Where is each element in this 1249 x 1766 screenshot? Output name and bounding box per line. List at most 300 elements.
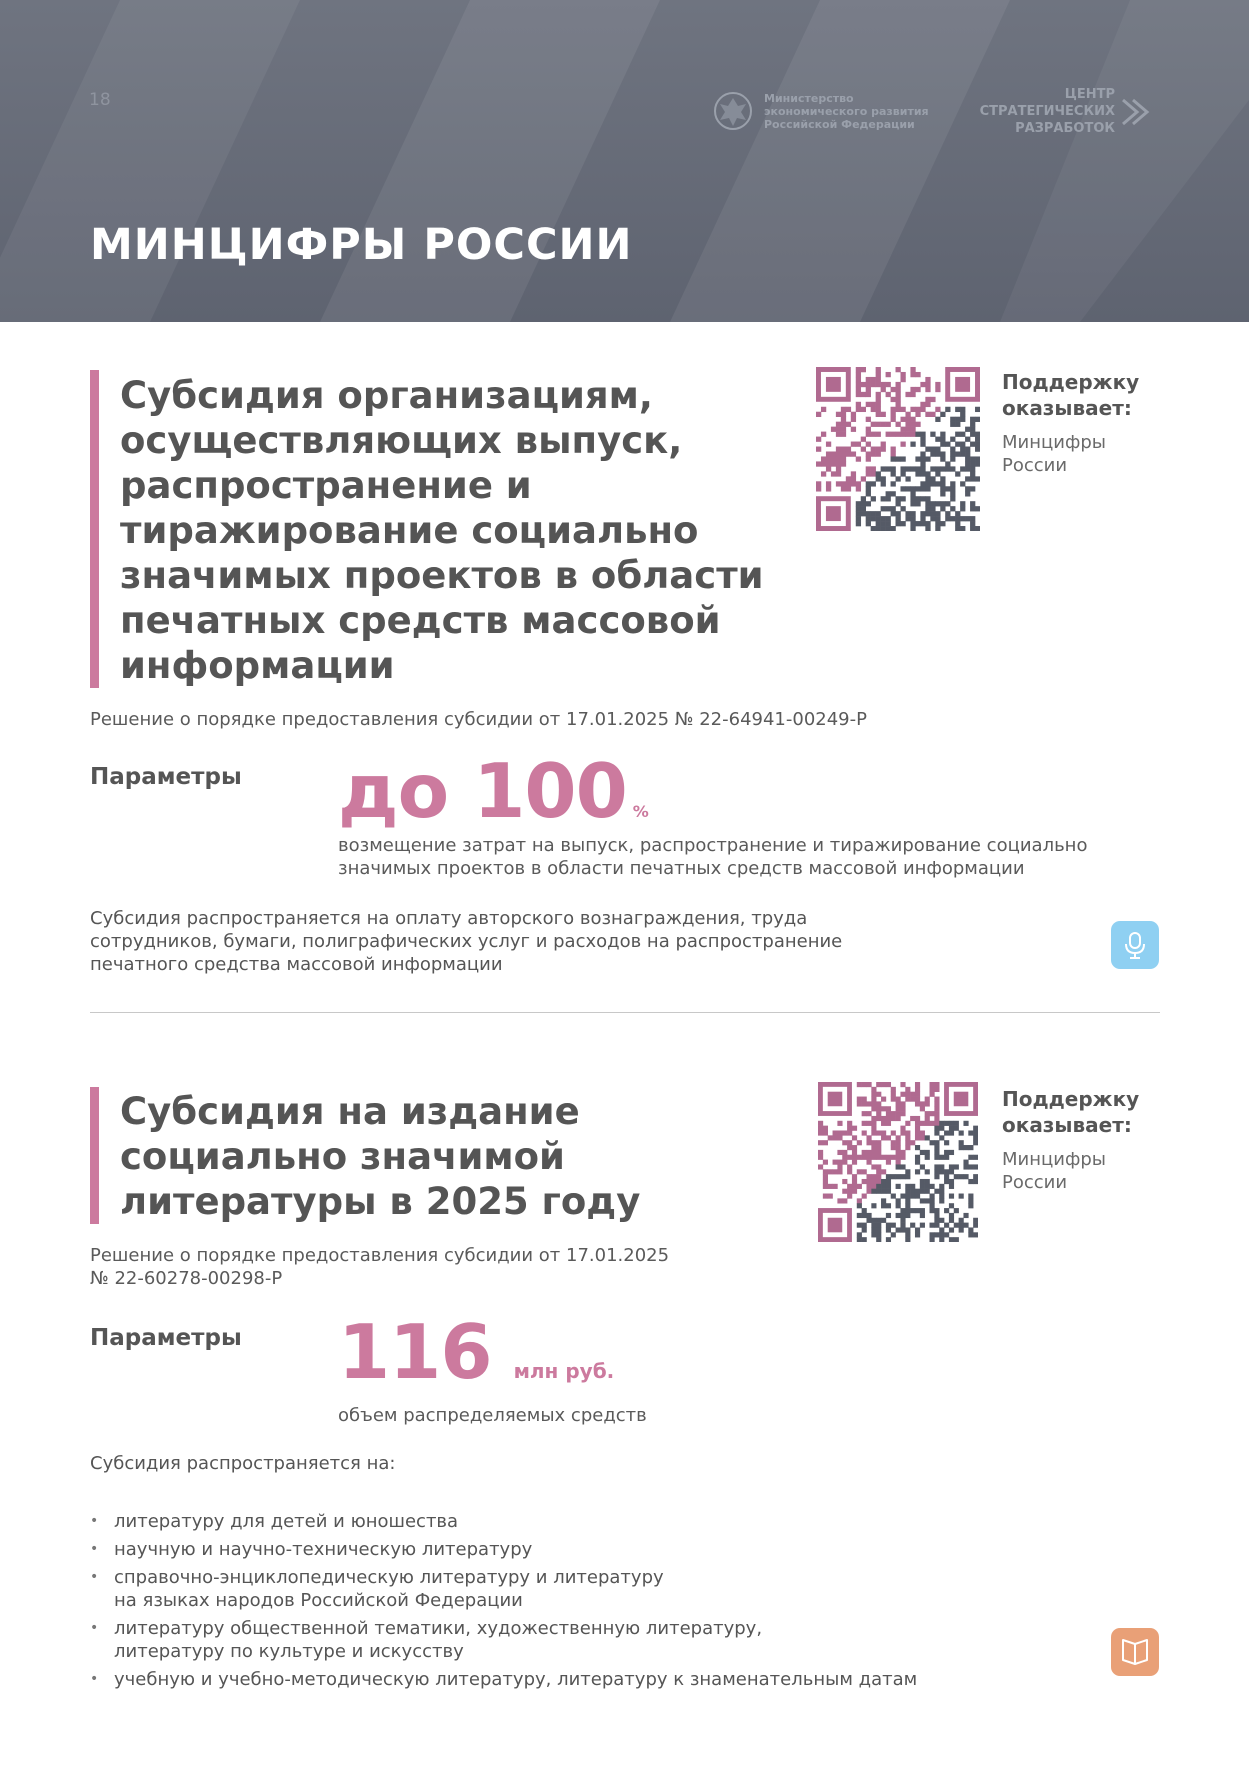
qr-module	[886, 1189, 891, 1194]
qr-module	[900, 456, 905, 461]
qr-module	[821, 407, 826, 412]
qr-module	[896, 1116, 901, 1121]
microphone-button[interactable]	[1111, 921, 1159, 969]
qr-module	[973, 1135, 978, 1140]
qr-module	[920, 1121, 925, 1126]
section2-qr-code[interactable]	[818, 1082, 978, 1242]
qr-module	[925, 1189, 930, 1194]
qr-module	[871, 1184, 876, 1189]
qr-module	[944, 1169, 949, 1174]
qr-module	[866, 1140, 871, 1145]
qr-module	[944, 1208, 949, 1213]
qr-module	[866, 491, 871, 496]
qr-module	[949, 1218, 954, 1223]
section1-accent-bar	[90, 370, 99, 688]
qr-module	[881, 1106, 886, 1111]
qr-module	[821, 461, 826, 466]
qr-module	[973, 1155, 978, 1160]
qr-module	[954, 1164, 959, 1169]
qr-module	[975, 417, 980, 422]
qr-module	[886, 491, 891, 496]
section2-title: Субсидия на издание социально значимой литературы в 2025 году	[120, 1090, 641, 1223]
qr-module	[910, 526, 915, 531]
qr-module	[910, 1208, 915, 1213]
qr-module	[930, 511, 935, 516]
qr-module	[954, 1223, 959, 1228]
qr-module	[950, 456, 955, 461]
qr-module	[975, 447, 980, 452]
qr-module	[871, 1203, 876, 1208]
section1-qr-code[interactable]	[816, 367, 980, 531]
qr-module	[851, 412, 856, 417]
qr-module	[905, 511, 910, 516]
qr-module	[920, 496, 925, 501]
section1-title: Субсидия организациям, осуществляющих выпуск, распространение и тиражирование социально значимых проектов в области печатных средств массовой информации	[120, 374, 764, 687]
qr-module	[876, 1223, 881, 1228]
qr-module	[905, 1194, 910, 1199]
qr-module	[857, 1155, 862, 1160]
qr-module	[925, 377, 930, 382]
qr-module	[828, 1184, 833, 1189]
qr-module	[935, 387, 940, 392]
qr-module	[963, 1145, 968, 1150]
qr-module	[934, 1121, 939, 1126]
qr-module	[896, 392, 901, 397]
qr-module	[876, 1106, 881, 1111]
qr-module	[910, 392, 915, 397]
qr-module	[871, 1150, 876, 1155]
qr-module	[826, 456, 831, 461]
qr-module	[930, 1092, 935, 1097]
qr-module	[963, 1174, 968, 1179]
qr-module	[920, 471, 925, 476]
page-header	[0, 0, 1249, 322]
qr-module	[949, 1227, 954, 1232]
qr-module	[915, 412, 920, 417]
qr-module	[940, 432, 945, 437]
section1-note: Субсидия распространяется на оплату авторского вознаграждения, труда сотрудников, бумаги, полиграфических услуг и расходов на распространение печатного средства массовой информации	[90, 908, 843, 975]
qr-module	[866, 1111, 871, 1116]
qr-module	[915, 1126, 920, 1131]
qr-module	[910, 516, 915, 521]
qr-module	[950, 466, 955, 471]
qr-module	[891, 471, 896, 476]
section2-big-value	[338, 1308, 614, 1396]
qr-module	[920, 1106, 925, 1111]
qr-module	[876, 471, 881, 476]
qr-module	[963, 1160, 968, 1165]
qr-module	[905, 1169, 910, 1174]
qr-module	[925, 387, 930, 392]
book-button[interactable]	[1111, 1628, 1159, 1676]
qr-module	[925, 471, 930, 476]
qr-module	[816, 412, 821, 417]
qr-module	[915, 466, 920, 471]
qr-module	[930, 466, 935, 471]
qr-module	[910, 511, 915, 516]
qr-module	[935, 501, 940, 506]
qr-module	[905, 1198, 910, 1203]
qr-module	[975, 476, 980, 481]
qr-module	[925, 1101, 930, 1106]
qr-module	[930, 501, 935, 506]
qr-module	[900, 417, 905, 422]
qr-module	[920, 432, 925, 437]
qr-module	[925, 496, 930, 501]
qr-module	[857, 1213, 862, 1218]
qr-module	[934, 1087, 939, 1092]
qr-module	[915, 1135, 920, 1140]
qr-module	[940, 451, 945, 456]
qr-module	[871, 382, 876, 387]
qr-module	[896, 1097, 901, 1102]
qr-module	[950, 496, 955, 501]
qr-module	[949, 1194, 954, 1199]
qr-module	[886, 392, 891, 397]
qr-module	[842, 1150, 847, 1155]
qr-module	[955, 451, 960, 456]
qr-module	[960, 526, 965, 531]
qr-module	[905, 1184, 910, 1189]
qr-module	[915, 1097, 920, 1102]
qr-module	[949, 1169, 954, 1174]
qr-module	[842, 1140, 847, 1145]
qr-module	[876, 1082, 881, 1087]
csr-arrow-icon	[1119, 94, 1155, 130]
qr-module	[886, 382, 891, 387]
qr-module	[896, 476, 901, 481]
qr-module	[963, 1213, 968, 1218]
qr-module	[905, 1237, 910, 1242]
qr-module	[866, 486, 871, 491]
qr-module	[857, 1140, 862, 1145]
qr-module	[823, 1174, 828, 1179]
qr-module	[846, 451, 851, 456]
qr-module	[881, 447, 886, 452]
qr-module	[831, 456, 836, 461]
qr-module	[862, 1223, 867, 1228]
qr-module	[871, 1223, 876, 1228]
qr-module	[862, 1121, 867, 1126]
qr-module	[959, 1140, 964, 1145]
qr-module	[934, 1169, 939, 1174]
qr-module	[915, 372, 920, 377]
qr-module	[846, 481, 851, 486]
qr-module	[881, 1189, 886, 1194]
qr-module	[891, 526, 896, 531]
qr-module	[876, 392, 881, 397]
qr-module	[891, 417, 896, 422]
qr-module	[905, 1140, 910, 1145]
qr-module	[900, 506, 905, 511]
qr-module	[891, 1116, 896, 1121]
page-title: МИНЦИФРЫ РОССИИ	[90, 220, 633, 270]
microphone-icon	[1120, 930, 1150, 960]
qr-module	[841, 422, 846, 427]
qr-module	[876, 1218, 881, 1223]
qr-module	[915, 1160, 920, 1165]
qr-module	[950, 516, 955, 521]
qr-module	[886, 1155, 891, 1160]
qr-module	[939, 1135, 944, 1140]
qr-module	[886, 1237, 891, 1242]
qr-module	[896, 1155, 901, 1160]
qr-module	[876, 447, 881, 452]
qr-module	[950, 451, 955, 456]
qr-module	[881, 496, 886, 501]
qr-module	[955, 407, 960, 412]
qr-module	[970, 422, 975, 427]
qr-module	[857, 1198, 862, 1203]
qr-module	[945, 501, 950, 506]
qr-module	[841, 417, 846, 422]
qr-module	[841, 412, 846, 417]
qr-module	[876, 476, 881, 481]
qr-module	[833, 1184, 838, 1189]
qr-module	[910, 521, 915, 526]
qr-module	[930, 481, 935, 486]
qr-module	[881, 526, 886, 531]
qr-module	[950, 486, 955, 491]
qr-module	[836, 466, 841, 471]
qr-module	[856, 521, 861, 526]
qr-module	[833, 1135, 838, 1140]
qr-module	[934, 1174, 939, 1179]
qr-module	[910, 1194, 915, 1199]
qr-module	[944, 1179, 949, 1184]
qr-module	[842, 1198, 847, 1203]
qr-module	[940, 456, 945, 461]
qr-module	[886, 1227, 891, 1232]
qr-module	[900, 1174, 905, 1179]
support-label: Поддержку оказывает:	[1002, 1087, 1140, 1137]
qr-module	[934, 1189, 939, 1194]
qr-module	[960, 417, 965, 422]
qr-module	[939, 1164, 944, 1169]
qr-module	[920, 486, 925, 491]
qr-module	[945, 407, 950, 412]
qr-module	[831, 471, 836, 476]
qr-module	[975, 461, 980, 466]
qr-module	[837, 1130, 842, 1135]
qr-module	[939, 1121, 944, 1126]
section2-list	[90, 1510, 917, 1696]
qr-module	[939, 1126, 944, 1131]
qr-module	[954, 1121, 959, 1126]
section1-big-value	[338, 747, 649, 835]
qr-module	[881, 1130, 886, 1135]
qr-module	[925, 481, 930, 486]
qr-module	[925, 1116, 930, 1121]
qr-module	[925, 1121, 930, 1126]
qr-module	[915, 1145, 920, 1150]
qr-module	[841, 447, 846, 452]
qr-module	[896, 387, 901, 392]
qr-module	[847, 1145, 852, 1150]
qr-module	[949, 1179, 954, 1184]
qr-module	[862, 1227, 867, 1232]
qr-module	[925, 1111, 930, 1116]
qr-module	[871, 377, 876, 382]
qr-module	[970, 461, 975, 466]
qr-module	[954, 1237, 959, 1242]
qr-module	[955, 417, 960, 422]
qr-module	[925, 476, 930, 481]
qr-module	[823, 1194, 828, 1199]
qr-module	[876, 511, 881, 516]
qr-module	[881, 506, 886, 511]
qr-module	[862, 1130, 867, 1135]
qr-module	[900, 1223, 905, 1228]
qr-finder-center	[828, 1218, 843, 1233]
qr-module	[871, 1227, 876, 1232]
qr-module	[847, 1194, 852, 1199]
qr-module	[847, 1169, 852, 1174]
value-number: до 100	[338, 747, 627, 835]
qr-module	[876, 1155, 881, 1160]
qr-module	[841, 456, 846, 461]
qr-module	[935, 447, 940, 452]
qr-module	[881, 1097, 886, 1102]
qr-module	[837, 1135, 842, 1140]
qr-module	[930, 1198, 935, 1203]
qr-module	[930, 432, 935, 437]
qr-module	[970, 501, 975, 506]
qr-module	[940, 506, 945, 511]
qr-module	[826, 466, 831, 471]
qr-module	[920, 407, 925, 412]
qr-module	[891, 1130, 896, 1135]
qr-module	[934, 1101, 939, 1106]
support-label: Поддержку оказывает:	[1002, 370, 1140, 420]
qr-module	[905, 1121, 910, 1126]
qr-module	[842, 1155, 847, 1160]
qr-module	[891, 456, 896, 461]
qr-module	[862, 1179, 867, 1184]
qr-module	[896, 496, 901, 501]
qr-module	[876, 1164, 881, 1169]
qr-module	[905, 417, 910, 422]
qr-module	[852, 1184, 857, 1189]
qr-module	[975, 432, 980, 437]
qr-module	[886, 1213, 891, 1218]
qr-module	[852, 1155, 857, 1160]
qr-module	[896, 456, 901, 461]
qr-module	[915, 1101, 920, 1106]
qr-module	[930, 1087, 935, 1092]
value-unit: %	[632, 802, 649, 821]
qr-module	[920, 442, 925, 447]
section2-params-label: Параметры	[90, 1325, 242, 1351]
qr-module	[857, 1184, 862, 1189]
qr-module	[842, 1179, 847, 1184]
qr-module	[975, 526, 980, 531]
qr-module	[826, 442, 831, 447]
qr-module	[818, 1150, 823, 1155]
qr-finder-center	[826, 377, 841, 392]
qr-module	[905, 476, 910, 481]
qr-module	[816, 461, 821, 466]
qr-module	[934, 1150, 939, 1155]
qr-module	[905, 1092, 910, 1097]
qr-module	[944, 1150, 949, 1155]
qr-module	[857, 1082, 862, 1087]
qr-module	[866, 451, 871, 456]
qr-module	[968, 1227, 973, 1232]
qr-module	[944, 1232, 949, 1237]
qr-module	[930, 1194, 935, 1199]
qr-module	[950, 506, 955, 511]
qr-module	[925, 486, 930, 491]
header-stripes	[0, 0, 1249, 322]
qr-module	[852, 1174, 857, 1179]
qr-module	[968, 1203, 973, 1208]
qr-module	[910, 1189, 915, 1194]
qr-module	[871, 466, 876, 471]
qr-module	[896, 1184, 901, 1189]
qr-module	[833, 1130, 838, 1135]
qr-module	[934, 1082, 939, 1087]
qr-module	[836, 461, 841, 466]
qr-module	[940, 481, 945, 486]
qr-module	[896, 1164, 901, 1169]
qr-module	[930, 1223, 935, 1228]
qr-module	[968, 1232, 973, 1237]
qr-module	[871, 1116, 876, 1121]
qr-module	[847, 1164, 852, 1169]
qr-module	[970, 521, 975, 526]
qr-module	[925, 521, 930, 526]
qr-module	[886, 516, 891, 521]
qr-module	[826, 451, 831, 456]
qr-module	[886, 1106, 891, 1111]
qr-module	[950, 417, 955, 422]
qr-module	[871, 447, 876, 452]
center-logo	[975, 86, 1155, 137]
qr-module	[915, 1169, 920, 1174]
qr-module	[920, 1223, 925, 1228]
qr-module	[891, 466, 896, 471]
qr-module	[920, 516, 925, 521]
qr-module	[876, 526, 881, 531]
qr-module	[886, 526, 891, 531]
qr-module	[857, 1203, 862, 1208]
qr-module	[876, 1232, 881, 1237]
qr-module	[837, 1160, 842, 1165]
qr-module	[823, 1160, 828, 1165]
qr-module	[900, 407, 905, 412]
qr-module	[876, 1189, 881, 1194]
qr-module	[816, 486, 821, 491]
qr-module	[891, 1232, 896, 1237]
qr-module	[944, 1121, 949, 1126]
qr-module	[970, 506, 975, 511]
qr-module	[881, 1082, 886, 1087]
qr-module	[968, 1164, 973, 1169]
qr-module	[935, 407, 940, 412]
qr-module	[900, 1092, 905, 1097]
qr-module	[968, 1179, 973, 1184]
qr-module	[963, 1121, 968, 1126]
qr-module	[900, 471, 905, 476]
qr-module	[920, 1184, 925, 1189]
qr-module	[959, 1145, 964, 1150]
qr-module	[881, 521, 886, 526]
qr-module	[925, 526, 930, 531]
qr-module	[886, 1082, 891, 1087]
qr-finder-center	[828, 1092, 843, 1107]
qr-module	[871, 1218, 876, 1223]
